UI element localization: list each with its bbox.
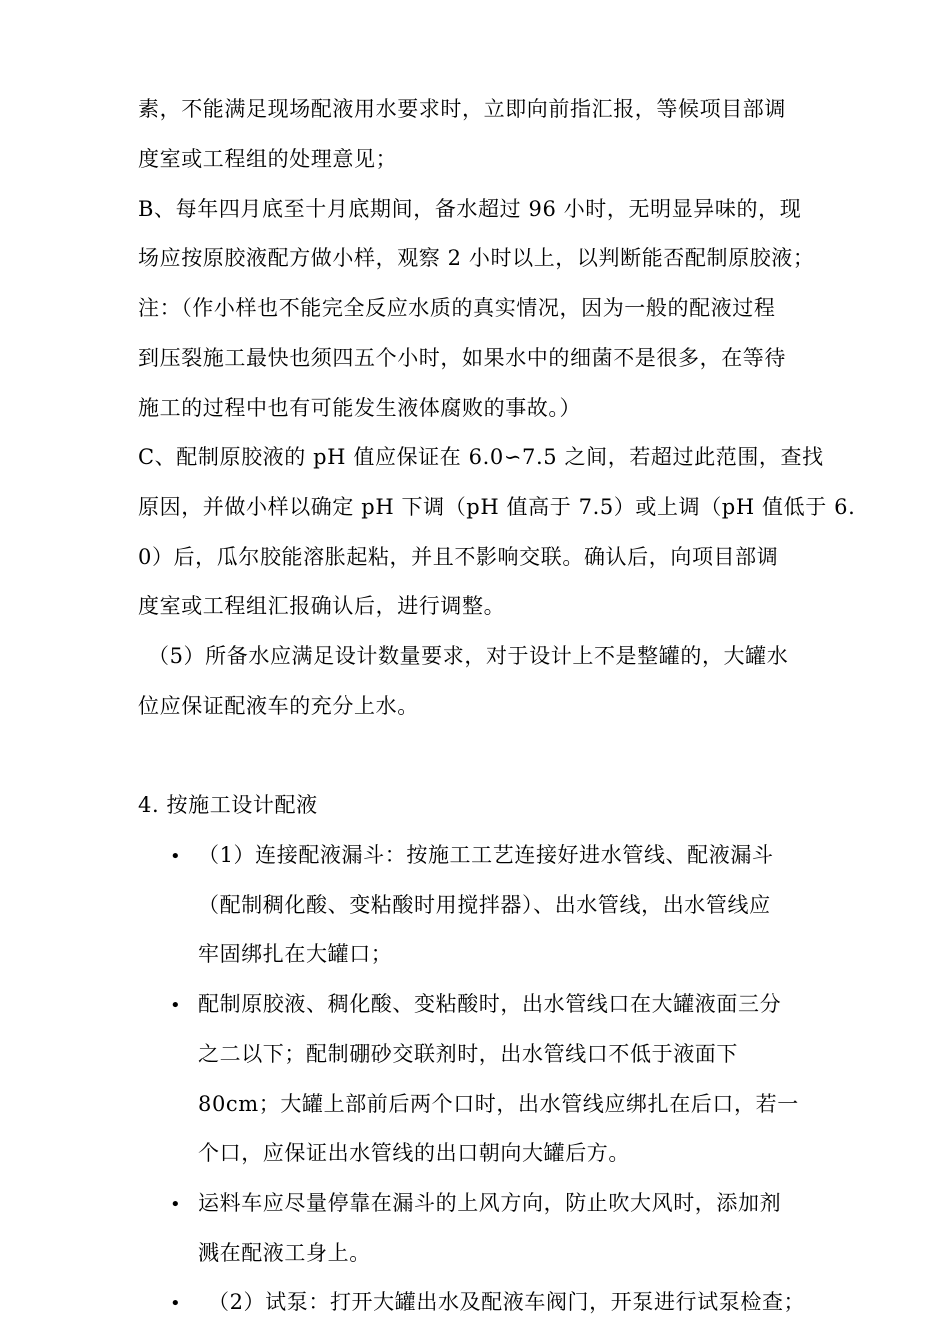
bullet-line: （1）连接配液漏斗：按施工工艺连接好进水管线、配液漏斗 xyxy=(198,843,774,867)
paragraph-line: 度室或工程组的处理意见； xyxy=(138,147,398,171)
paragraph-line: 注：（作小样也不能完全反应水质的真实情况，因为一般的配液过程 xyxy=(138,296,776,320)
bullet-marker: • xyxy=(170,1194,181,1215)
paragraph-line: 素，不能满足现场配液用水要求时，立即向前指汇报，等候项目部调 xyxy=(138,97,786,121)
paragraph-line: B、每年四月底至十月底期间，备水超过 96 小时，无明显异味的，现 xyxy=(138,197,802,221)
bullet-marker: • xyxy=(170,1293,181,1314)
paragraph-line: 0）后，瓜尔胶能溶胀起粘，并且不影响交联。确认后，向项目部调 xyxy=(138,545,779,569)
paragraph-line: 度室或工程组汇报确认后，进行调整。 xyxy=(138,594,506,618)
bullet-line: 牢固绑扎在大罐口； xyxy=(198,942,393,966)
bullet-line: 运料车应尽量停靠在漏斗的上风方向，防止吹大风时，添加剂 xyxy=(198,1191,782,1215)
paragraph-line: 位应保证配液车的充分上水。 xyxy=(138,694,419,718)
paragraph-line: 到压裂施工最快也须四五个小时，如果水中的细菌不是很多，在等待 xyxy=(138,346,786,370)
bullet-line: （配制稠化酸、变粘酸时用搅拌器）、出水管线，出水管线应 xyxy=(198,893,771,917)
section-heading: 4. 按施工设计配液 xyxy=(138,793,318,817)
bullet-marker: • xyxy=(170,846,181,867)
bullet-line: 溅在配液工身上。 xyxy=(198,1241,371,1265)
paragraph-line: （5）所备水应满足设计数量要求，对于设计上不是整罐的，大罐水 xyxy=(148,644,789,668)
bullet-line: （2）试泵：打开大罐出水及配液车阀门，开泵进行试泵检查； xyxy=(208,1290,806,1314)
bullet-line: 配制原胶液、稠化酸、变粘酸时，出水管线口在大罐液面三分 xyxy=(198,992,782,1016)
bullet-marker: • xyxy=(170,995,181,1016)
bullet-line: 个口，应保证出水管线的出口朝向大罐后方。 xyxy=(198,1141,630,1165)
bullet-line: 之二以下；配制硼砂交联剂时，出水管线口不低于液面下 xyxy=(198,1042,738,1066)
paragraph-line: 施工的过程中也有可能发生液体腐败的事故。） xyxy=(138,396,582,420)
paragraph-line: 场应按原胶液配方做小样，观察 2 小时以上，以判断能否配制原胶液； xyxy=(138,246,815,270)
paragraph-line: C、配制原胶液的 pH 值应保证在 6.0∽7.5 之间，若超过此范围，查找 xyxy=(138,445,824,469)
paragraph-line: 原因，并做小样以确定 pH 下调（pH 值高于 7.5）或上调（pH 值低于 6. xyxy=(138,495,856,519)
bullet-line: 80cm；大罐上部前后两个口时，出水管线应绑扎在后口，若一 xyxy=(198,1092,799,1116)
